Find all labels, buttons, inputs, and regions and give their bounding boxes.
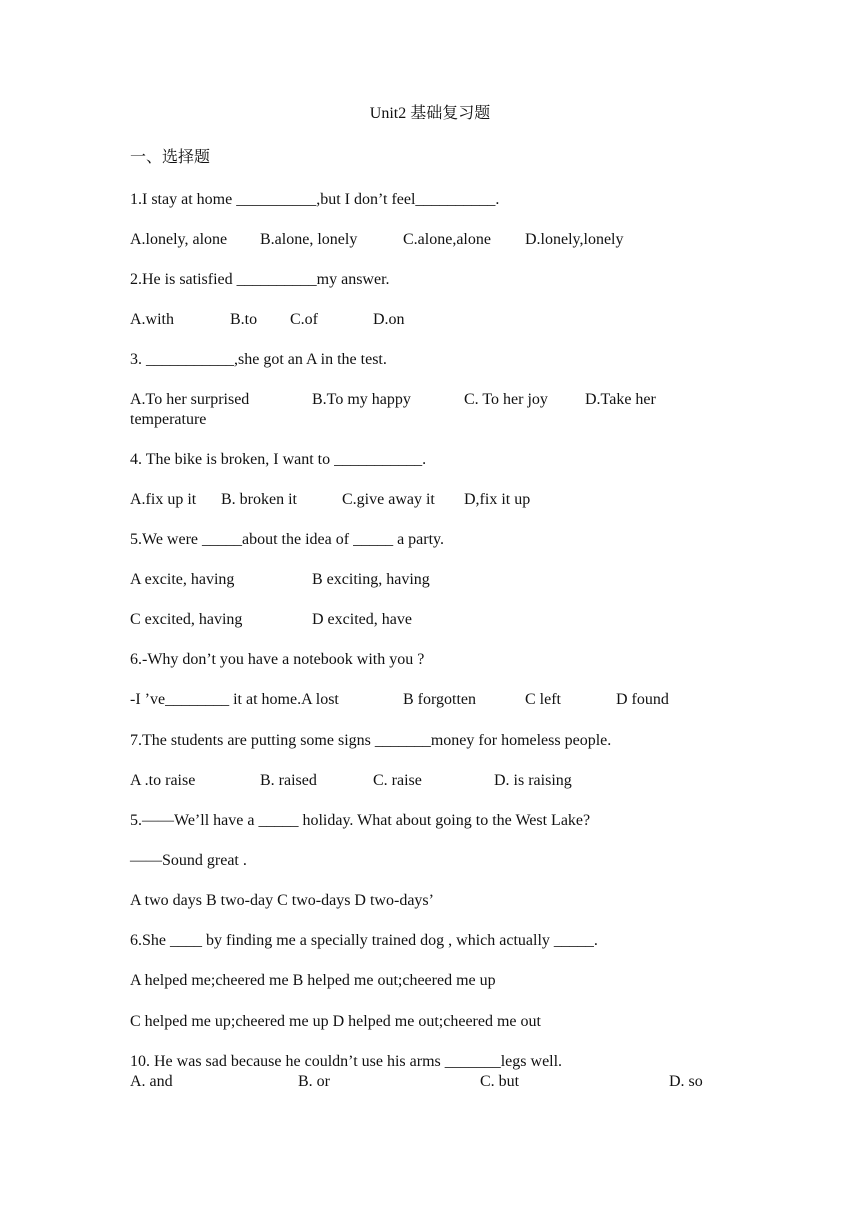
question-5-option-c: C excited, having bbox=[130, 611, 243, 628]
question-2-stem: 2.He is satisfied __________my answer. bbox=[130, 271, 390, 288]
question-6-option-b: B forgotten bbox=[403, 691, 477, 708]
question-7-option-a: A .to raise bbox=[130, 772, 196, 789]
question-1-stem: 1.I stay at home __________,but I don’t feel__________. bbox=[130, 191, 500, 208]
question-10-option-d: D. so bbox=[669, 1073, 703, 1090]
question-10-option-b: B. or bbox=[298, 1073, 330, 1090]
question-3-option-c: C. To her joy bbox=[464, 391, 548, 408]
question-4-stem: 4. The bike is broken, I want to ___________. bbox=[130, 451, 427, 468]
question-1-option-a: A.lonely, alone bbox=[130, 231, 228, 248]
section-heading: 一、选择题 bbox=[130, 149, 211, 166]
question-2-option-d: D.on bbox=[373, 311, 405, 328]
question-4-option-a: A.fix up it bbox=[130, 491, 197, 508]
question-10-option-c: C. but bbox=[480, 1073, 520, 1090]
question-1-option-b: B.alone, lonely bbox=[260, 231, 358, 248]
question-5-option-a: A excite, having bbox=[130, 571, 235, 588]
question-5-stem: 5.We were _____about the idea of _____ a party. bbox=[130, 531, 445, 548]
document-title: Unit2 基础复习题 bbox=[369, 105, 491, 122]
question-3-option-d: D.Take her bbox=[585, 391, 656, 408]
question-1-option-d: D.lonely,lonely bbox=[525, 231, 624, 248]
question-3-option-b: B.To my happy bbox=[312, 391, 411, 408]
question-1-option-c: C.alone,alone bbox=[403, 231, 491, 248]
question-9-options-line-1: A helped me;cheered me B helped me out;cheered me up bbox=[130, 972, 496, 989]
question-9-options-line-2: C helped me up;cheered me up D helped me out;cheered me out bbox=[130, 1013, 541, 1030]
question-3-option-a: A.To her surprised bbox=[130, 391, 250, 408]
question-10-stem: 10. He was sad because he couldn’t use his arms _______legs well. bbox=[130, 1053, 563, 1070]
question-9-stem: 6.She ____ by finding me a specially trained dog , which actually _____. bbox=[130, 932, 598, 949]
question-7-stem: 7.The students are putting some signs _______money for homeless people. bbox=[130, 732, 612, 749]
question-3-stem: 3. ___________,she got an A in the test. bbox=[130, 351, 387, 368]
question-4-option-c: C.give away it bbox=[342, 491, 435, 508]
question-2-option-b: B.to bbox=[230, 311, 258, 328]
question-2-option-a: A.with bbox=[130, 311, 174, 328]
question-6-option-c: C left bbox=[525, 691, 561, 708]
question-7-option-b: B. raised bbox=[260, 772, 317, 789]
question-2-option-c: C.of bbox=[290, 311, 318, 328]
question-8-options: A two days B two-day C two-days D two-days’ bbox=[130, 892, 434, 909]
question-6-stem: 6.-Why don’t you have a notebook with you ? bbox=[130, 651, 425, 668]
question-7-option-d: D. is raising bbox=[494, 772, 572, 789]
question-7-option-c: C. raise bbox=[373, 772, 422, 789]
question-3-option-d-continued: temperature bbox=[130, 411, 207, 428]
question-4-option-d: D,fix it up bbox=[464, 491, 531, 508]
question-4-option-b: B. broken it bbox=[221, 491, 297, 508]
question-8-stem: 5.——We’ll have a _____ holiday. What about going to the West Lake? bbox=[130, 812, 591, 829]
question-5-option-d: D excited, have bbox=[312, 611, 412, 628]
question-10-option-a: A. and bbox=[130, 1073, 173, 1090]
question-6-answer-line: -I ’ve________ it at home.A lost bbox=[130, 691, 339, 708]
question-6-option-d: D found bbox=[616, 691, 669, 708]
question-8-response: ——Sound great . bbox=[130, 852, 247, 869]
question-5-option-b: B exciting, having bbox=[312, 571, 430, 588]
